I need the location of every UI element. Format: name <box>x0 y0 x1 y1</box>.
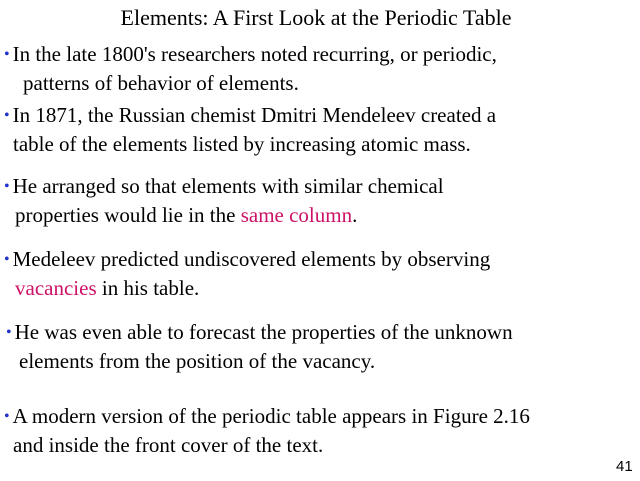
bullet-icon: • <box>4 107 10 124</box>
bullet-item <box>4 402 530 460</box>
bullet-line: elements from the position of the vacancy. <box>19 349 376 373</box>
bullet-icon: • <box>4 178 10 195</box>
highlight-text: same column <box>240 203 353 227</box>
bullet-line: and inside the front cover of the text. <box>13 433 324 457</box>
bullet-line: properties would lie in the <box>15 203 241 227</box>
bullet-item <box>4 245 490 303</box>
bullet-item <box>4 101 496 159</box>
bullet-icon: • <box>4 46 10 63</box>
bullet-icon: • <box>4 408 10 425</box>
bullet-line: He arranged so that elements with similar chemical <box>12 174 444 198</box>
bullet-line: A modern version of the periodic table appears in Figure 2.16 <box>12 404 530 428</box>
bullet-item <box>4 172 444 230</box>
bullet-item <box>6 318 513 376</box>
bullet-line: He was even able to forecast the properties of the unknown <box>14 320 513 344</box>
bullet-line: patterns of behavior of elements. <box>23 71 299 95</box>
bullet-line: table of the elements listed by increasing atomic mass. <box>13 132 471 156</box>
bullet-icon: • <box>6 324 12 341</box>
highlight-text: vacancies <box>15 276 97 300</box>
bullet-line: . <box>352 203 358 227</box>
bullet-line: In 1871, the Russian chemist Dmitri Mendeleev created a <box>12 103 497 127</box>
bullet-line: In the late 1800's researchers noted recurring, or periodic, <box>12 42 497 66</box>
bullet-line: in his table. <box>96 276 200 300</box>
bullet-item <box>4 40 497 98</box>
page-number: 41 <box>616 458 633 475</box>
bullet-line: Medeleev predicted undiscovered elements by observing <box>12 247 491 271</box>
slide-title: Elements: A First Look at the Periodic Table <box>120 5 512 30</box>
bullet-icon: • <box>4 251 10 268</box>
